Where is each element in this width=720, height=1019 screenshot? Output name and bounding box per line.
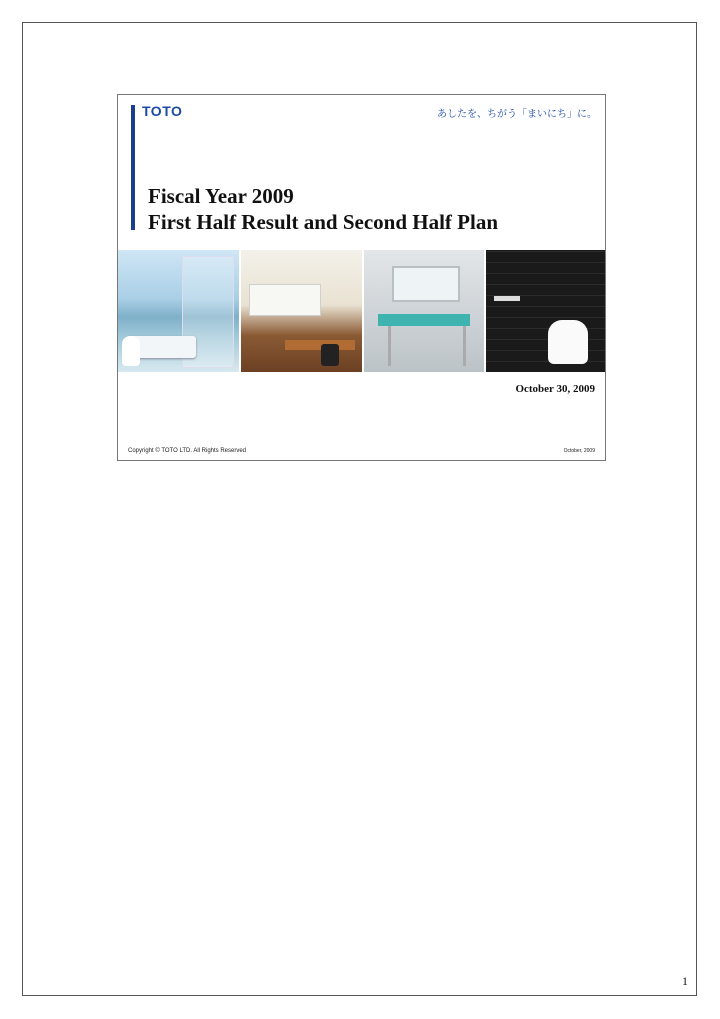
tagline: あしたを、ちがう「まいにち」に。 bbox=[437, 109, 597, 120]
toilet-photo bbox=[486, 250, 606, 372]
presentation-date: October 30, 2009 bbox=[515, 383, 595, 395]
title-line-2: First Half Result and Second Half Plan bbox=[148, 210, 499, 234]
copyright-notice: Copyright © TOTO LTD. All Rights Reserved bbox=[128, 448, 247, 454]
footer-date: October, 2009 bbox=[563, 448, 595, 454]
slide bbox=[117, 94, 606, 461]
washbasin-photo bbox=[364, 250, 487, 372]
photo-strip bbox=[118, 250, 606, 372]
title-line-1: Fiscal Year 2009 bbox=[148, 184, 294, 208]
slide-title bbox=[148, 183, 498, 235]
bathroom-photo bbox=[118, 250, 241, 372]
kitchen-photo bbox=[241, 250, 364, 372]
toto-logo: TOTO bbox=[142, 103, 183, 119]
page-number: 1 bbox=[682, 974, 688, 988]
accent-bar bbox=[131, 105, 135, 230]
